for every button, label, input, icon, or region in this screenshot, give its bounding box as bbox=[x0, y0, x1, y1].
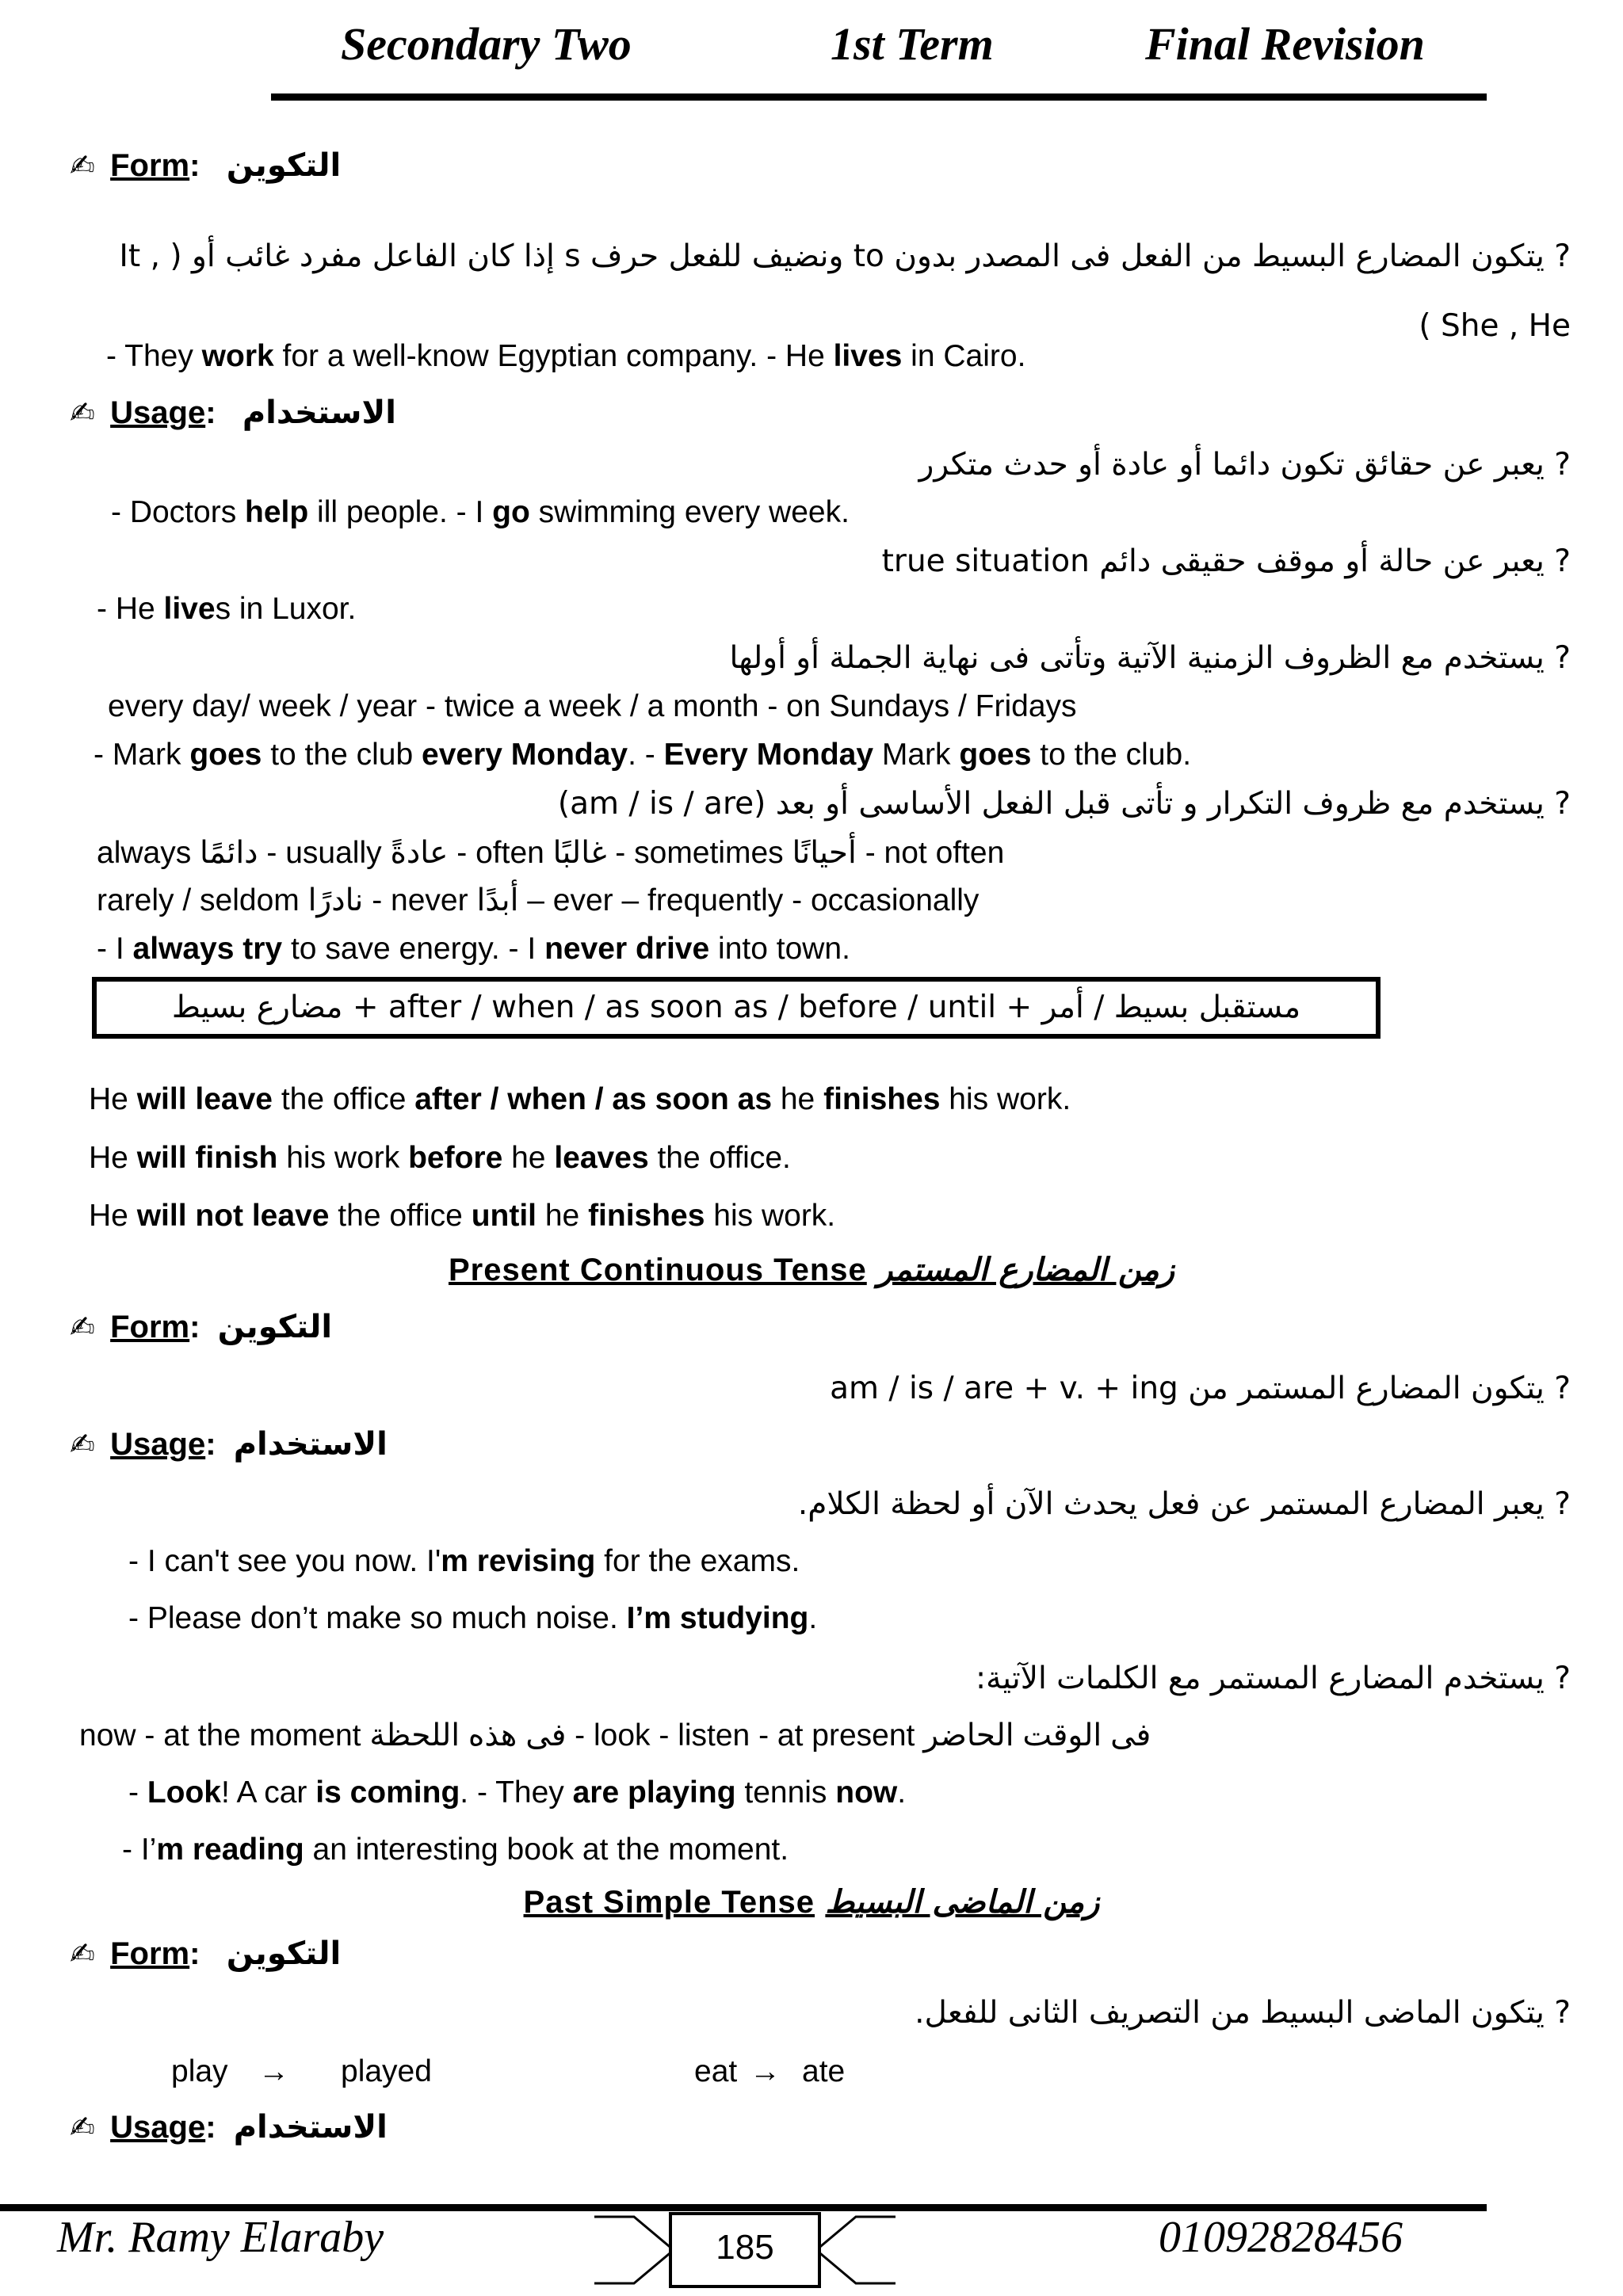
usage-label: Usage bbox=[110, 395, 206, 430]
present-continuous-title-ar: زمن المضارع المستمر bbox=[877, 1252, 1175, 1288]
past-simple-title-ar: زمن الماضى البسيط bbox=[825, 1884, 1100, 1920]
ps-form-label: Form bbox=[110, 1936, 190, 1971]
pc-example-1: - I can't see you now. I'm revising for the exams. bbox=[128, 1544, 800, 1578]
usage-3-rule: ? يستخدم مع الظروف الزمنية الآتية وتأتى فى نهاية الجملة أو أولها bbox=[729, 640, 1571, 676]
pc-form-label: Form bbox=[110, 1310, 190, 1344]
usage-3-example: - Mark goes to the club every Monday. - Every Monday Mark goes to the club. bbox=[94, 738, 1192, 772]
pc-words: now - at the moment فى هذه اللحظة - look - listen - at present فى الوقت الحاضر bbox=[79, 1718, 1151, 1753]
ps-usage-label: Usage bbox=[110, 2110, 206, 2145]
header-term: 1st Term bbox=[831, 18, 994, 70]
footer-phone: 01092828456 bbox=[1159, 2213, 1403, 2262]
form-heading: ✍ Form: التكوين bbox=[70, 147, 342, 184]
present-continuous-title-en: Present Continuous Tense bbox=[448, 1253, 867, 1287]
footer-author: Mr. Ramy Elaraby bbox=[57, 2213, 384, 2262]
present-simple-form-example: - They work for a well-know Egyptian company. - He lives in Cairo. bbox=[106, 339, 1026, 373]
form-label: Form bbox=[110, 148, 190, 183]
writing-hand-icon: ✍ bbox=[70, 397, 95, 430]
usage-4-rule: ? يستخدم مع ظروف التكرار و تأتى قبل الفعل الأساسى أو بعد (am / is / are) bbox=[557, 786, 1571, 822]
ps-verb-1: play bbox=[171, 2054, 228, 2088]
ps-verb-2-past: ate bbox=[802, 2054, 846, 2088]
past-simple-title bbox=[0, 1884, 1623, 1920]
form-label-ar: التكوين bbox=[226, 147, 342, 184]
pc-example-4: - I’m reading an interesting book at the moment. bbox=[122, 1833, 789, 1867]
header-revision: Final Revision bbox=[1145, 18, 1425, 70]
frequency-example: - I always try to save energy. - I never drive into town. bbox=[97, 932, 850, 966]
pc-usage-label: Usage bbox=[110, 1427, 206, 1462]
present-simple-form-rule: ? يتكون المضارع البسيط من الفعل فى المصدر بدون to ونضيف للفعل حرف s إذا كان الفاعل مفرد غائب أو ( It , She , He ) bbox=[119, 238, 1571, 344]
usage-label-ar: الاستخدام bbox=[242, 395, 396, 431]
usage-1-rule: ? يعبر عن حقائق تكون دائما أو عادة أو حدث متكرر bbox=[918, 447, 1571, 482]
usage-1-example: - Doctors help ill people. - I go swimming every week. bbox=[111, 495, 850, 529]
header-rule bbox=[271, 93, 1487, 101]
pc-usage-2-rule: ? يستخدم المضارع المستمر مع الكلمات الآتية: bbox=[976, 1661, 1571, 1696]
pc-usage-label-ar: الاستخدام bbox=[233, 1426, 388, 1463]
time-clause-example-2: He will finish his work before he leaves the office. bbox=[89, 1141, 791, 1175]
frequency-adverbs-line-2: rarely / seldom نادرًا - never أبدًا – ever – frequently - occasionally bbox=[97, 883, 980, 917]
ps-form-heading: ✍ Form: التكوين bbox=[70, 1936, 342, 1972]
writing-hand-icon: ✍ bbox=[70, 1428, 95, 1462]
pc-example-2: - Please don’t make so much noise. I’m studying. bbox=[128, 1601, 818, 1635]
arrow-right-icon: → bbox=[750, 2054, 781, 2088]
usage-3-words: every day/ week / year - twice a week / a month - on Sundays / Fridays bbox=[108, 689, 1077, 723]
ps-form-rule: ? يتكون الماضى البسيط من التصريف الثانى للفعل. bbox=[915, 1995, 1571, 2031]
frequency-adverbs-line-1: always دائمًا - usually عادةً - often غالبًا - sometimes أحيانًا - not often bbox=[97, 836, 1005, 870]
pc-form-heading: ✍ Form: التكوين bbox=[70, 1309, 333, 1345]
ps-usage-heading: ✍ Usage: الاستخدام bbox=[70, 2109, 388, 2145]
usage-2-example: - He lives in Luxor. bbox=[97, 592, 357, 626]
pc-form-rule: ? يتكون المضارع المستمر من am / is / are + v. + ing bbox=[830, 1371, 1571, 1406]
page-number: 185 bbox=[716, 2228, 774, 2267]
pc-usage-1-rule: ? يعبر المضارع المستمر عن فعل يحدث الآن أو لحظة الكلام. bbox=[797, 1486, 1571, 1522]
present-continuous-title bbox=[0, 1252, 1623, 1288]
time-clause-example-1: He will leave the office after / when / as soon as he finishes his work. bbox=[89, 1082, 1071, 1116]
pc-usage-heading: ✍ Usage: الاستخدام bbox=[70, 1426, 388, 1463]
ps-usage-label-ar: الاستخدام bbox=[233, 2109, 388, 2145]
writing-hand-icon: ✍ bbox=[70, 150, 95, 183]
ps-verb-2: eat bbox=[694, 2054, 738, 2088]
writing-hand-icon: ✍ bbox=[70, 1938, 95, 1971]
writing-hand-icon: ✍ bbox=[70, 2111, 95, 2145]
usage-heading: ✍ Usage: الاستخدام bbox=[70, 395, 396, 431]
pc-example-3: - Look! A car is coming. - They are playing tennis now. bbox=[128, 1775, 907, 1810]
arrow-right-icon: → bbox=[258, 2054, 289, 2088]
pc-form-label-ar: التكوين bbox=[217, 1309, 333, 1345]
writing-hand-icon: ✍ bbox=[70, 1311, 95, 1344]
time-clause-example-3: He will not leave the office until he finishes his work. bbox=[89, 1199, 836, 1233]
time-clause-rule: مستقبل بسيط / أمر + after / when / as soon as / before / until + مضارع بسيط bbox=[171, 990, 1301, 1025]
header-title: Secondary Two bbox=[341, 18, 632, 70]
ps-form-label-ar: التكوين bbox=[226, 1936, 342, 1972]
past-simple-title-en: Past Simple Tense bbox=[523, 1885, 815, 1920]
usage-2-rule: ? يعبر عن حالة أو موقف حقيقى دائم true situation bbox=[881, 543, 1571, 579]
ps-verb-1-past: played bbox=[341, 2054, 432, 2088]
